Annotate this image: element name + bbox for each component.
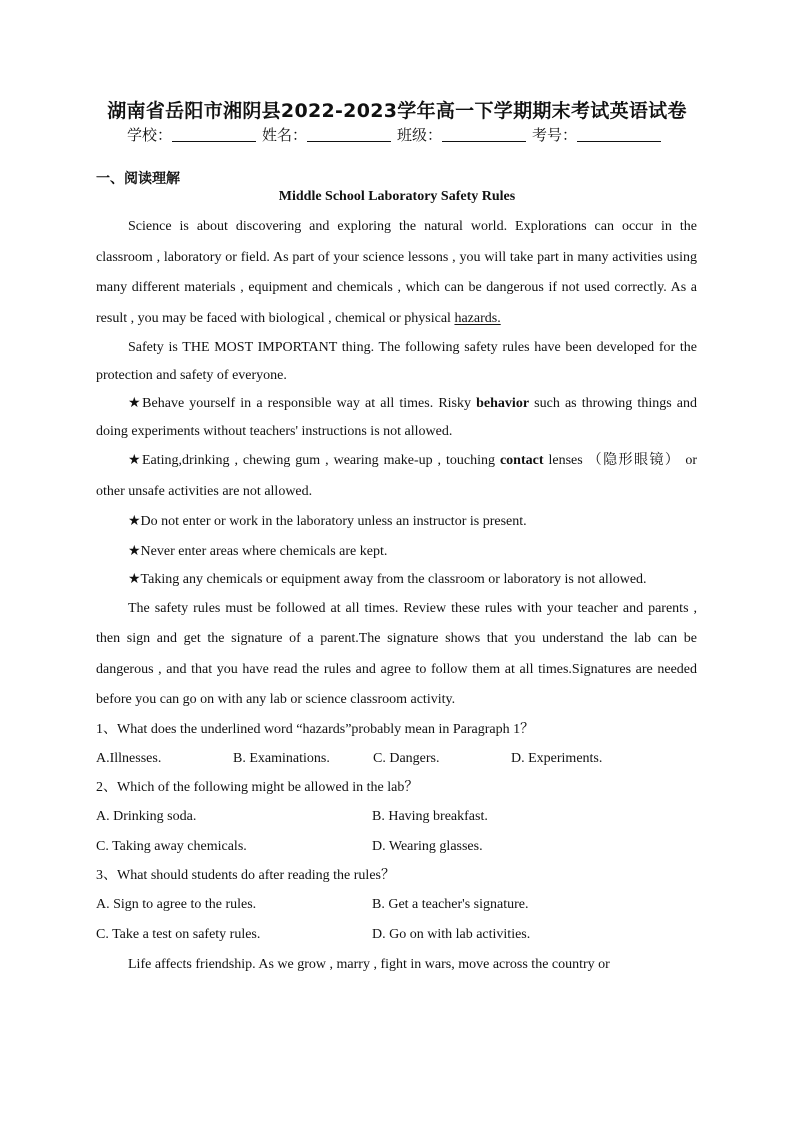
option-d[interactable]: D. Experiments. <box>511 750 603 766</box>
paragraph-2: Safety is THE MOST IMPORTANT thing. The following safety rules have been developed for the protection and safety of everyone. <box>96 340 697 383</box>
rule-3: ★Do not enter or work in the laboratory unless an instructor is present. <box>128 514 527 529</box>
exam-title: 湖南省岳阳市湘阴县2022-2023学年高一下学期期末考试英语试卷 <box>107 100 687 122</box>
class-label: 班级： <box>397 126 443 144</box>
paragraph-1-text: Science is about discovering and exploring the natural world. Explorations can occur in the classroom , laboratory or field. As part of your science lessons , you will take part in many activities using many different materials , equipment and chemicals , which can be dangerous if not used correctly. As a result , you may be faced with biological , chemical or physical <box>96 219 697 326</box>
underlined-word: hazards. <box>454 310 501 326</box>
rule-5: ★Taking any chemicals or equipment away from the classroom or laboratory is not allowed. <box>128 571 647 587</box>
option-c[interactable]: C. Take a test on safety rules. <box>96 926 261 942</box>
rule-4: ★Never enter areas where chemicals are kept. <box>128 543 388 559</box>
student-info-line <box>0 124 794 145</box>
number-label: 考号： <box>532 126 578 144</box>
rule-2 <box>96 446 697 507</box>
rule-2-bold: contact <box>499 453 544 468</box>
section-heading: 一、阅读理解 <box>96 171 180 187</box>
option-a[interactable]: A.Illnesses. <box>96 750 162 766</box>
option-b[interactable]: B. Having breakfast. <box>372 808 488 824</box>
option-a[interactable]: A. Drinking soda. <box>96 808 197 824</box>
question-3-stem: 3、What should students do after reading the rules？ <box>96 867 395 883</box>
option-a[interactable]: A. Sign to agree to the rules. <box>96 896 257 912</box>
question-2-options-row-2 <box>96 832 697 862</box>
number-blank[interactable] <box>577 127 661 142</box>
rule-1-text-end: such as throwing things and doing experiments without teachers' instructions is not allowed. <box>96 396 697 439</box>
question-1-options <box>96 744 697 774</box>
question-3-options-row-2 <box>96 920 697 950</box>
passage-body <box>96 212 697 980</box>
school-blank[interactable] <box>172 127 256 142</box>
name-blank[interactable] <box>307 127 391 142</box>
paragraph-3: The safety rules must be followed at all times. Review these rules with your teacher and parents , then sign and get the signature of a parent.The signature shows that you understand the lab can be dangerous , and that you have read the rules and agree to follow them at all times.Signatures are needed before you can go on with any lab or science classroom activity. <box>96 600 697 707</box>
option-c[interactable]: C. Dangers. <box>373 750 440 766</box>
option-b[interactable]: B. Get a teacher's signature. <box>372 896 529 912</box>
option-c[interactable]: C. Taking away chemicals. <box>96 838 247 854</box>
question-2-options-row-1 <box>96 802 697 832</box>
option-d[interactable]: D. Wearing glasses. <box>372 838 483 854</box>
option-b[interactable]: B. Examinations. <box>233 750 330 766</box>
rule-2-text-end: lenses （隐形眼镜） or other unsafe activities are not allowed. <box>96 453 697 499</box>
class-blank[interactable] <box>442 127 526 142</box>
school-label: 学校： <box>126 126 172 144</box>
question-3-options-row-1 <box>96 890 697 920</box>
rule-1-text: ★Behave yourself in a responsible way at all times. Risky <box>128 396 477 411</box>
name-label: 姓名： <box>261 126 307 144</box>
paragraph-1 <box>96 212 697 334</box>
next-passage-start: Life affects friendship. As we grow , marry , fight in wars, move across the country or <box>128 956 610 972</box>
rule-1-bold: behavior <box>476 396 530 411</box>
rule-1 <box>96 390 697 446</box>
passage-title: Middle School Laboratory Safety Rules <box>278 189 516 204</box>
option-d[interactable]: D. Go on with lab activities. <box>372 926 531 942</box>
question-1-stem: 1、What does the underlined word “hazards”probably mean in Paragraph 1？ <box>96 721 535 737</box>
question-2-stem: 2、Which of the following might be allowed in the lab？ <box>96 779 419 795</box>
rule-2-text: ★Eating,drinking , chewing gum , wearing make-up , touching <box>128 453 500 468</box>
